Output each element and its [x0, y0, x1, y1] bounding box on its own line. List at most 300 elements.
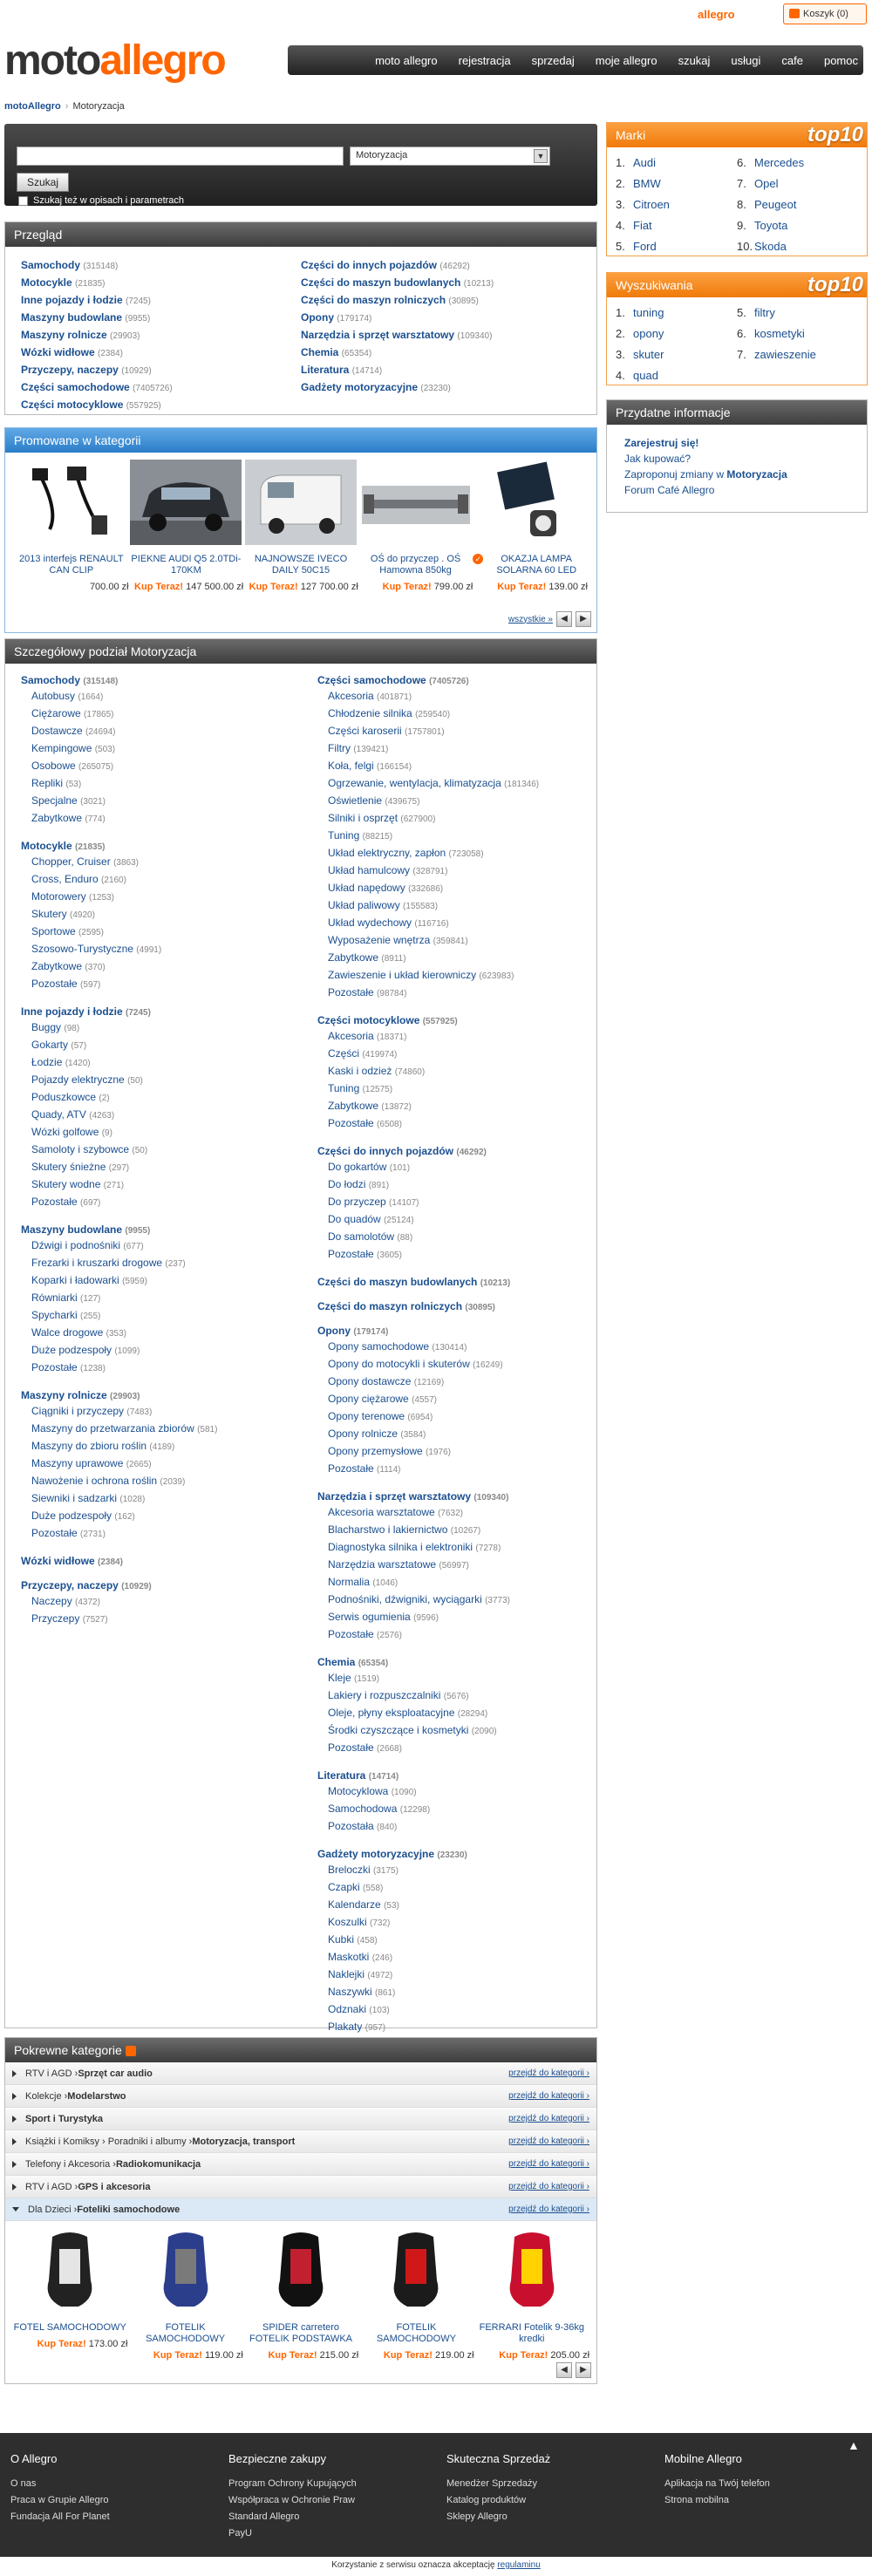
related-category-row[interactable]: Sport i Turystyka przejdź do kategorii › — [5, 2108, 596, 2130]
solar-lamp-image — [487, 460, 574, 545]
detail-subcategory[interactable]: Pozostała (840) — [328, 1820, 398, 1832]
side-list-item[interactable]: 6. Mercedes — [737, 156, 805, 169]
detail-subcategory[interactable]: Skutery wodne (271) — [31, 1178, 125, 1190]
detail-subcategory[interactable]: Duże podzespoły (1099) — [31, 1344, 140, 1356]
detail-group-link[interactable]: Gadżety motoryzacyjne — [317, 1848, 435, 1860]
detail-subcategory[interactable]: Frezarki i kruszarki drogowe (237) — [31, 1257, 186, 1269]
detail-subcategory[interactable]: Filtry (139421) — [328, 742, 389, 754]
related-item[interactable]: FOTELIK SAMOCHODOWY Kup Teraz! 119.00 zł — [127, 2228, 242, 2361]
expand-arrow-icon[interactable] — [12, 2184, 17, 2191]
detail-subcategory[interactable]: Do samolotów (88) — [328, 1230, 413, 1243]
detail-subcategory[interactable]: Duże podzespoły (162) — [31, 1509, 135, 1522]
footer-column: Mobilne Allegro Aplikacja na Twój telefon Strona mobilna — [664, 2450, 770, 2509]
promo-pager — [508, 611, 591, 627]
detail-group: Samochody (315148) Autobusy (1664) Ciężarowe (17865) Dostawcze (24694) Kempingowe (503) Osobowe (265075) Repliki (53) Specjalne (3021) Zabytkowe (774) — [21, 674, 309, 828]
detail-subcategory[interactable]: Blacharstwo i lakiernictwo (10267) — [328, 1523, 481, 1536]
detail-group-link[interactable]: Inne pojazdy i łodzie — [21, 1005, 123, 1018]
footer — [0, 2433, 872, 2557]
side-list-item[interactable]: 4. quad — [616, 369, 658, 382]
detail-subcategory[interactable]: Części karoserii (1757801) — [328, 725, 445, 737]
propose-changes-link[interactable]: Zaproponuj zmiany w Motoryzacja — [624, 468, 787, 480]
wyszukiwania-title: Wyszukiwania top10 — [607, 273, 867, 297]
detail-subcategory[interactable]: Oświetlenie (439675) — [328, 794, 420, 807]
detail-subcategory[interactable]: Akcesoria warsztatowe (7632) — [328, 1506, 463, 1518]
detail-subcategory[interactable]: Kempingowe (503) — [31, 742, 116, 754]
detail-subcategory[interactable]: Pozostałe (98784) — [328, 986, 407, 998]
overview-link[interactable]: Maszyny rolnicze — [21, 329, 107, 341]
detail-subcategory[interactable]: Zabytkowe (8911) — [328, 951, 406, 964]
overview-link[interactable]: Samochody — [21, 259, 81, 271]
overview-item: Części do innych pojazdów (46292) — [301, 259, 470, 271]
detail-subcategory[interactable]: Poduszkowce (2) — [31, 1091, 110, 1103]
detail-subcategory[interactable]: Lakiery i rozpuszczalniki (5676) — [328, 1689, 469, 1701]
go-to-category-link[interactable]: przejdź do kategorii › — [508, 2114, 589, 2123]
next-arrow-icon[interactable]: ▶ — [576, 2362, 591, 2378]
checkbox[interactable] — [18, 196, 28, 206]
detail-subcategory[interactable]: Samoloty i szybowce (50) — [31, 1143, 148, 1155]
detail-subcategory[interactable]: Układ napędowy (332686) — [328, 882, 444, 894]
detail-subcategory[interactable]: Pozostałe (1238) — [31, 1361, 106, 1373]
detail-subcategory[interactable]: Układ wydechowy (116716) — [328, 917, 449, 929]
related-item[interactable]: FOTELIK SAMOCHODOWY Kup Teraz! 219.00 zł — [358, 2228, 473, 2361]
detail-group-link[interactable]: Samochody — [21, 674, 81, 686]
overview-link[interactable]: Części do maszyn budowlanych — [301, 276, 461, 289]
detail-subcategory[interactable]: Wózki golfowe (9) — [31, 1126, 112, 1138]
detail-subcategory[interactable]: Nawożenie i ochrona roślin (2039) — [31, 1475, 186, 1487]
footer-link[interactable]: Strona mobilna — [664, 2495, 729, 2505]
detail-subcategory[interactable]: Spycharki (255) — [31, 1309, 101, 1321]
how-to-buy-link[interactable]: Jak kupować? — [624, 453, 691, 465]
detail-subcategory[interactable]: Dźwigi i podnośniki (677) — [31, 1239, 144, 1251]
side-list-item[interactable]: 3. Citroen — [616, 198, 670, 211]
prev-arrow-icon[interactable]: ◀ — [556, 2362, 572, 2378]
detail-subcategory[interactable]: Kaski i odzież (74860) — [328, 1065, 426, 1077]
promo-item[interactable]: PIEKNE AUDI Q5 2.0TDi-170KM Kup Teraz! 147 500.00 zł — [129, 460, 244, 593]
detail-subcategory[interactable]: Motocyklowa (1090) — [328, 1785, 417, 1797]
prev-arrow-icon[interactable]: ◀ — [556, 611, 572, 627]
detail-group-link[interactable]: Opony — [317, 1325, 351, 1337]
detail-group-link[interactable]: Wózki widłowe — [21, 1555, 95, 1567]
detail-subcategory[interactable]: Pozostałe (2668) — [328, 1741, 402, 1754]
detail-subcategory[interactable]: Opony przemysłowe (1976) — [328, 1445, 451, 1457]
related-category-row[interactable]: Książki i Komiksy › Poradniki i albumy › Motoryzacja, transport przejdź do kategorii › — [5, 2130, 596, 2153]
nav-moje-allegro[interactable]: moje allegro — [595, 53, 657, 67]
detail-subcategory[interactable]: Przyczepy (7527) — [31, 1612, 108, 1625]
overview-item: Maszyny rolnicze (29903) — [21, 329, 140, 341]
detail-group: Inne pojazdy i łodzie (7245) Buggy (98) Gokarty (57) Łodzie (1420) Pojazdy elektryczne (50) Poduszkowce (2) Quady, ATV (4263) Wózki golfowe (9) Samoloty i szybowce (50) Skutery śnieżne (297) Skutery wodne (271) Pozostałe (697) — [21, 1005, 309, 1211]
detail-subcategory[interactable]: Diagnostyka silnika i elektroniki (7278) — [328, 1541, 501, 1553]
detail-group: Motocykle (21835) Chopper, Cruiser (3863) Cross, Enduro (2160) Motorowery (1253) Skutery (4920) Sportowe (2595) Szosowo-Turystyczne (4991) Zabytkowe (370) Pozostałe (597) — [21, 840, 309, 993]
breadcrumb-home[interactable]: motoAllegro — [4, 101, 61, 112]
detail-group-link[interactable]: Narzędzia i sprzęt warsztatowy — [317, 1490, 472, 1503]
side-list-item — [737, 365, 858, 386]
detail-subcategory[interactable]: Opony dostawcze (12169) — [328, 1375, 445, 1387]
detail-subcategory[interactable]: Siewniki i sadzarki (1028) — [31, 1492, 146, 1504]
detail-subcategory[interactable]: Breloczki (3175) — [328, 1864, 399, 1876]
detail-subcategory[interactable]: Pozostałe (6508) — [328, 1117, 402, 1129]
register-link[interactable]: Zarejestruj się! — [624, 437, 699, 449]
detail-subcategory[interactable]: Walce drogowe (353) — [31, 1326, 126, 1339]
detail-panel — [4, 638, 597, 2033]
detail-subcategory[interactable]: Zawieszenie i układ kierowniczy (623983) — [328, 969, 514, 981]
detail-subcategory[interactable]: Pozostałe (697) — [31, 1196, 101, 1208]
detail-group-link[interactable]: Literatura — [317, 1769, 366, 1782]
overview-item: Przyczepy, naczepy (10929) — [21, 364, 152, 376]
overview-link[interactable]: Opony — [301, 311, 334, 324]
detail-subcategory[interactable]: Równiarki (127) — [31, 1291, 101, 1304]
footer-link[interactable]: Fundacja All For Planet — [10, 2511, 110, 2522]
detail-subcategory[interactable]: Narzędzia warsztatowe (56997) — [328, 1558, 469, 1571]
side-list-item[interactable]: 2. opony — [616, 327, 664, 340]
side-list-item[interactable]: 7. Opel — [737, 177, 779, 190]
overview-panel — [4, 221, 597, 415]
car-seat-image — [133, 2228, 238, 2314]
detail-subcategory[interactable]: Opony samochodowe (130414) — [328, 1340, 467, 1353]
detail-subcategory[interactable]: Koszulki (732) — [328, 1916, 391, 1928]
footer-link[interactable]: Katalog produktów — [446, 2495, 527, 2505]
chevron-down-icon: ▼ — [534, 149, 548, 163]
detail-subcategory[interactable]: Pozostałe (1114) — [328, 1462, 401, 1475]
promo-items — [5, 453, 596, 593]
detail-subcategory[interactable]: Opony rolnicze (3584) — [328, 1428, 426, 1440]
detail-subcategory[interactable]: Dostawcze (24694) — [31, 725, 116, 737]
overview-link[interactable]: Motocykle — [21, 276, 72, 289]
marki-panel — [606, 122, 868, 256]
detail-subcategory[interactable]: Ogrzewanie, wentylacja, klimatyzacja (181346) — [328, 777, 540, 789]
detail-group-link[interactable]: Motocykle — [21, 840, 72, 852]
detail-subcategory[interactable]: Koła, felgi (166154) — [328, 760, 412, 772]
nav-cafe[interactable]: cafe — [781, 53, 803, 67]
top-bar — [0, 0, 872, 35]
scroll-top-icon[interactable]: ▲ — [848, 2438, 860, 2452]
overview-link[interactable]: Części motocyklowe — [21, 399, 124, 411]
forum-link[interactable]: Forum Café Allegro — [624, 484, 715, 496]
detail-subcategory[interactable]: Części (419974) — [328, 1047, 398, 1060]
detail-subcategory[interactable]: Osobowe (265075) — [31, 760, 114, 772]
promo-item[interactable]: ✓ OKAZJA LAMPA SOLARNA 60 LED Kup Teraz! 139.00 zł — [473, 460, 588, 593]
car-seat-image — [480, 2228, 584, 2314]
detail-subcategory[interactable]: Naszywki (861) — [328, 1986, 396, 1998]
footer-column: Bezpieczne zakupy Program Ochrony Kupujących Współpraca w Ochronie Praw Standard Allegro PayU — [228, 2450, 357, 2542]
detail-subcategory[interactable]: Motorowery (1253) — [31, 890, 114, 903]
detail-subcategory[interactable]: Podnośniki, dźwigniki, wyciągarki (3773) — [328, 1593, 510, 1605]
side-list-item[interactable]: 10. Skoda — [737, 240, 787, 253]
related-category-row[interactable]: Dla Dzieci › Foteliki samochodowe przejdź do kategorii › — [5, 2198, 596, 2221]
detail-subcategory[interactable]: Do łodzi (891) — [328, 1178, 390, 1190]
detail-group: Części do innych pojazdów (46292) Do gokartów (101) Do łodzi (891) Do przyczep (14107) Do quadów (25124) Do samolotów (88) Pozostałe (3605) — [317, 1145, 596, 1264]
search-box — [4, 124, 597, 206]
overview-link[interactable]: Maszyny budowlane — [21, 311, 123, 324]
detail-group-link[interactable]: Części do innych pojazdów — [317, 1145, 454, 1157]
marki-list — [607, 147, 867, 262]
promo-item[interactable]: OŚ do przyczep . OŚ Hamowna 850kg Kup Teraz! 799.00 zł — [358, 460, 473, 593]
expand-arrow-icon[interactable] — [12, 2116, 17, 2123]
side-list-item[interactable]: 1. Audi — [616, 156, 657, 169]
terms-link[interactable]: regulaminu — [497, 2560, 541, 2570]
detail-subcategory[interactable]: Naczepy (4372) — [31, 1595, 100, 1607]
detail-subcategory[interactable]: Oleje, płyny eksploatacyjne (28294) — [328, 1707, 488, 1719]
footer-note: Korzystanie z serwisu oznacza akceptację regulaminu — [331, 2560, 541, 2570]
side-list-item[interactable]: 4. Fiat — [616, 219, 652, 232]
detail-subcategory[interactable]: Zabytkowe (774) — [31, 812, 106, 824]
side-list-item[interactable]: 7. zawieszenie — [737, 348, 816, 361]
top10-badge: top10 — [807, 123, 863, 147]
detail-subcategory[interactable]: Wyposażenie wnętrza (359841) — [328, 934, 468, 946]
detail-group: Narzędzia i sprzęt warsztatowy (109340) Akcesoria warsztatowe (7632) Blacharstwo i lakiernictwo (10267) Diagnostyka silnika i elektroniki (7278) Narzędzia warsztatowe (56997) Normalia (1046) Podnośniki, dźwigniki, wyciągarki (3773) Serwis ogumienia (9596) Pozostałe (2576) — [317, 1490, 596, 1644]
detail-group: Części do maszyn budowlanych (10213) — [317, 1276, 511, 1288]
nav-szukaj[interactable]: szukaj — [678, 53, 711, 67]
detail-group: Maszyny rolnicze (29903) Ciągniki i przyczepy (7483) Maszyny do przetwarzania zbiorów (581) Maszyny do zbioru roślin (4189) Maszyny uprawowe (2665) Nawożenie i ochrona roślin (2039) Siewniki i sadzarki (1028) Duże podzespoły (162) Pozostałe (2731) — [21, 1389, 309, 1543]
detail-subcategory[interactable]: Środki czyszczące i kosmetyki (2090) — [328, 1724, 497, 1736]
next-arrow-icon[interactable]: ▶ — [576, 611, 591, 627]
allegro-home-link[interactable]: allegro — [698, 8, 735, 21]
detail-subcategory[interactable]: Układ elektryczny, zapłon (723058) — [328, 847, 484, 859]
detail-subcategory[interactable]: Naklejki (4972) — [328, 1968, 393, 1980]
detail-subcategory[interactable]: Kleje (1519) — [328, 1672, 379, 1684]
detail-subcategory[interactable]: Zabytkowe (13872) — [328, 1100, 412, 1112]
detail-group: Opony (179174) Opony samochodowe (130414) Opony do motocykli i skuterów (16249) Opony dostawcze (12169) Opony ciężarowe (4557) Opony terenowe (6954) Opony rolnicze (3584) Opony przemysłowe (1976) Pozostałe (1114) — [317, 1325, 596, 1478]
related-panel — [4, 2037, 597, 2384]
expand-arrow-icon[interactable] — [12, 2161, 17, 2168]
related-title: Pokrewne kategorie — [5, 2038, 596, 2062]
detail-subcategory[interactable]: Specjalne (3021) — [31, 794, 106, 807]
car-seat-image — [364, 2228, 468, 2314]
search-category-select[interactable]: Motoryzacja ▼ — [350, 147, 550, 166]
overview-link[interactable]: Literatura — [301, 364, 350, 376]
promo-item[interactable]: 2013 interfejs RENAULT CAN CLIP 700.00 zł — [14, 460, 129, 593]
detail-subcategory[interactable]: Pozostałe (2576) — [328, 1628, 402, 1640]
side-list-item[interactable]: 2. BMW — [616, 177, 661, 190]
detail-subcategory[interactable]: Ciężarowe (17865) — [31, 707, 114, 719]
expand-arrow-icon[interactable] — [12, 2070, 17, 2077]
overview-item: Literatura (14714) — [301, 364, 383, 376]
detail-subcategory[interactable]: Maszyny uprawowe (2665) — [31, 1457, 152, 1469]
detail-subcategory[interactable]: Akcesoria (18371) — [328, 1030, 407, 1042]
detail-subcategory[interactable]: Plakaty (957) — [328, 2021, 386, 2033]
detail-subcategory[interactable]: Pozostałe (2731) — [31, 1527, 106, 1539]
detail-subcategory[interactable]: Układ paliwowy (155583) — [328, 899, 439, 911]
expand-arrow-icon[interactable] — [12, 2138, 17, 2145]
cart-button[interactable]: Koszyk (0) — [783, 3, 867, 24]
detail-subcategory[interactable]: Repliki (53) — [31, 777, 82, 789]
go-to-category-link[interactable]: przejdź do kategorii › — [508, 2091, 589, 2101]
related-items — [5, 2221, 596, 2361]
nav-pomoc[interactable]: pomoc — [823, 53, 858, 67]
go-to-category-link[interactable]: przejdź do kategorii › — [508, 2182, 589, 2191]
promo-item[interactable]: NAJNOWSZE IVECO DAILY 50C15 Kup Teraz! 127 700.00 zł — [243, 460, 358, 593]
overview-left-list — [21, 257, 301, 414]
detail-subcategory[interactable]: Tuning (12575) — [328, 1082, 393, 1094]
detail-group-link[interactable]: Przyczepy, naczepy — [21, 1579, 119, 1591]
detail-group-link[interactable]: Części samochodowe — [317, 674, 426, 686]
detail-title: Szczegółowy podział Motoryzacja — [5, 639, 596, 664]
detail-subcategory[interactable]: Normalia (1046) — [328, 1576, 399, 1588]
detail-group-link[interactable]: Części do maszyn rolniczych — [317, 1300, 463, 1312]
detail-group-link[interactable]: Chemia — [317, 1656, 356, 1668]
logo[interactable]: motoallegro — [4, 37, 225, 84]
overview-link[interactable]: Gadżety motoryzacyjne — [301, 381, 419, 393]
expand-arrow-icon[interactable] — [12, 2093, 17, 2100]
footer-link[interactable]: Praca w Grupie Allegro — [10, 2495, 109, 2505]
detail-subcategory[interactable]: Gokarty (57) — [31, 1039, 87, 1051]
nav-sprzedaj[interactable]: sprzedaj — [531, 53, 575, 67]
cart-icon — [789, 9, 800, 18]
detail-subcategory[interactable]: Pojazdy elektryczne (50) — [31, 1073, 143, 1086]
detail-subcategory[interactable]: Do przyczep (14107) — [328, 1196, 419, 1208]
detail-group: Chemia (65354) Kleje (1519) Lakiery i rozpuszczalniki (5676) Oleje, płyny eksploatacyjne (28294) Środki czyszczące i kosmetyki (2090) Pozostałe (2668) — [317, 1656, 596, 1757]
side-list-item[interactable]: 5. filtry — [737, 306, 775, 319]
overview-right-list — [301, 257, 581, 414]
overview-item: Maszyny budowlane (9955) — [21, 311, 151, 324]
detail-subcategory[interactable]: Opony terenowe (6954) — [328, 1410, 433, 1422]
detail-subcategory[interactable]: Zabytkowe (370) — [31, 960, 106, 972]
detail-subcategory[interactable]: Czapki (558) — [328, 1881, 384, 1893]
related-item[interactable]: FERRARI Fotelik 9-36kg kredki Kup Teraz! 205.00 zł — [474, 2228, 589, 2361]
overview-item: Inne pojazdy i łodzie (7245) — [21, 294, 151, 306]
footer-link[interactable]: Sklepy Allegro — [446, 2511, 508, 2522]
related-item[interactable]: SPIDER carretero FOTELIK PODSTAWKA Kup Teraz! 215.00 zł — [243, 2228, 358, 2361]
go-to-category-link[interactable]: przejdź do kategorii › — [508, 2159, 589, 2169]
related-item[interactable]: FOTEL SAMOCHODOWY Kup Teraz! 173.00 zł — [12, 2228, 127, 2361]
detail-group: Maszyny budowlane (9955) Dźwigi i podnośniki (677) Frezarki i kruszarki drogowe (237) Koparki i ładowarki (5959) Równiarki (127) Spycharki (255) Walce drogowe (353) Duże podzespoły (1099) Pozostałe (1238) — [21, 1223, 309, 1377]
overview-link[interactable]: Części do maszyn rolniczych — [301, 294, 446, 306]
car-seat-image — [249, 2228, 353, 2314]
overview-link[interactable]: Narzędzia i sprzęt warsztatowy — [301, 329, 455, 341]
related-category-row[interactable]: Kolekcje › Modelarstwo przejdź do kategorii › — [5, 2085, 596, 2108]
overview-link[interactable]: Przyczepy, naczepy — [21, 364, 119, 376]
detail-subcategory[interactable]: Buggy (98) — [31, 1021, 80, 1033]
overview-link[interactable]: Wózki widłowe — [21, 346, 95, 358]
side-list-item[interactable]: 9. Toyota — [737, 219, 788, 232]
main-nav — [288, 45, 863, 75]
go-to-category-link[interactable]: przejdź do kategorii › — [508, 2068, 589, 2078]
car-seat-image — [17, 2228, 122, 2314]
go-to-category-link[interactable]: przejdź do kategorii › — [508, 2205, 589, 2214]
breadcrumb: motoAllegro › Motoryzacja — [4, 101, 125, 112]
detail-subcategory[interactable]: Łodzie (1420) — [31, 1056, 91, 1068]
footer-link[interactable]: Aplikacja na Twój telefon — [664, 2478, 770, 2489]
detail-group-link[interactable]: Części motocyklowe — [317, 1014, 420, 1026]
side-list-item[interactable]: 8. Peugeot — [737, 198, 797, 211]
footer-link[interactable]: Menedżer Sprzedaży — [446, 2478, 537, 2489]
detail-subcategory[interactable]: Serwis ogumienia (9596) — [328, 1611, 439, 1623]
promo-all-link[interactable]: wszystkie » — [508, 614, 553, 624]
footer-link[interactable]: Współpraca w Ochronie Praw — [228, 2495, 355, 2505]
go-to-category-link[interactable]: przejdź do kategorii › — [508, 2136, 589, 2146]
detail-subcategory[interactable]: Samochodowa (12298) — [328, 1803, 431, 1815]
overview-link[interactable]: Chemia — [301, 346, 339, 358]
detail-subcategory[interactable]: Maskotki (246) — [328, 1951, 393, 1963]
detail-subcategory[interactable]: Pozostałe (3605) — [328, 1248, 402, 1260]
detail-subcategory[interactable]: Opony do motocykli i skuterów (16249) — [328, 1358, 503, 1370]
overview-item: Gadżety motoryzacyjne (23230) — [301, 381, 451, 393]
detail-subcategory[interactable]: Maszyny do zbioru roślin (4189) — [31, 1440, 175, 1452]
search-input[interactable] — [17, 147, 344, 166]
detail-subcategory[interactable]: Do quadów (25124) — [328, 1213, 414, 1225]
detail-group-link[interactable]: Maszyny rolnicze — [21, 1389, 107, 1401]
detail-subcategory[interactable]: Szosowo-Turystyczne (4991) — [31, 943, 162, 955]
overview-link[interactable]: Inne pojazdy i łodzie — [21, 294, 123, 306]
footer-link[interactable]: Program Ochrony Kupujących — [228, 2478, 357, 2489]
detail-group: Literatura (14714) Motocyklowa (1090) Samochodowa (12298) Pozostała (840) — [317, 1769, 596, 1836]
footer-link[interactable]: PayU — [228, 2528, 252, 2539]
info-title: Przydatne informacje — [607, 400, 867, 425]
detail-left-column — [21, 674, 309, 1640]
search-descriptions-checkbox[interactable]: Szukaj też w opisach i parametrach — [18, 195, 184, 206]
detail-subcategory[interactable]: Odznaki (103) — [328, 2003, 390, 2015]
detail-subcategory[interactable]: Kubki (458) — [328, 1933, 378, 1946]
detail-subcategory[interactable]: Sportowe (2595) — [31, 925, 104, 937]
side-list-item[interactable]: 1. tuning — [616, 306, 664, 319]
detail-subcategory[interactable]: Pozostałe (597) — [31, 978, 101, 990]
related-category-row[interactable]: RTV i AGD › GPS i akcesoria przejdź do kategorii › — [5, 2176, 596, 2198]
expand-arrow-icon[interactable] — [12, 2207, 19, 2211]
footer-column: Skuteczna Sprzedaż Menedżer Sprzedaży Katalog produktów Sklepy Allegro — [446, 2450, 550, 2525]
rss-icon[interactable] — [126, 2046, 136, 2056]
detail-subcategory[interactable]: Skutery śnieżne (297) — [31, 1161, 130, 1173]
detail-subcategory[interactable]: Maszyny do przetwarzania zbiorów (581) — [31, 1422, 218, 1435]
detail-group-link[interactable]: Części do maszyn budowlanych — [317, 1276, 478, 1288]
overview-link[interactable]: Części samochodowe — [21, 381, 130, 393]
detail-subcategory[interactable]: Cross, Enduro (2160) — [31, 873, 126, 885]
detail-subcategory[interactable]: Chopper, Cruiser (3863) — [31, 855, 139, 868]
info-panel — [606, 399, 868, 513]
detail-subcategory[interactable]: Do gokartów (101) — [328, 1161, 411, 1173]
detail-subcategory[interactable]: Silniki i osprzęt (627900) — [328, 812, 436, 824]
overview-item: Wózki widłowe (2384) — [21, 346, 123, 358]
footer-link[interactable]: Standard Allegro — [228, 2511, 300, 2522]
overview-item: Części do maszyn rolniczych (30895) — [301, 294, 479, 306]
detail-group: Przyczepy, naczepy (10929) Naczepy (4372) Przyczepy (7527) — [21, 1579, 309, 1628]
check-icon: ✓ — [473, 554, 483, 564]
related-category-row[interactable]: Telefony i Akcesoria › Radiokomunikacja przejdź do kategorii › — [5, 2153, 596, 2176]
footer-link[interactable]: O nas — [10, 2478, 37, 2489]
promo-panel — [4, 427, 597, 633]
overview-link[interactable]: Części do innych pojazdów — [301, 259, 438, 271]
detail-subcategory[interactable]: Układ hamulcowy (328791) — [328, 864, 448, 876]
detail-subcategory[interactable]: Skutery (4920) — [31, 908, 95, 920]
overview-item: Części motocyklowe (557925) — [21, 399, 161, 411]
detail-subcategory[interactable]: Tuning (88215) — [328, 829, 393, 842]
nav-moto-allegro[interactable]: moto allegro — [375, 53, 438, 67]
trailer-axle-image — [360, 460, 472, 545]
footer-column: O Allegro O nas Praca w Grupie Allegro Fundacja All For Planet — [10, 2450, 110, 2525]
side-list-item[interactable]: 6. kosmetyki — [737, 327, 805, 340]
search-button[interactable]: Szukaj — [17, 173, 69, 192]
audi-car-image — [130, 460, 242, 545]
detail-subcategory[interactable]: Chłodzenie silnika (259540) — [328, 707, 451, 719]
detail-subcategory[interactable]: Ciągniki i przyczepy (7483) — [31, 1405, 153, 1417]
detail-subcategory[interactable]: Autobusy (1664) — [31, 690, 104, 702]
detail-subcategory[interactable]: Opony ciężarowe (4557) — [328, 1393, 437, 1405]
related-category-row[interactable]: RTV i AGD › Sprzęt car audio przejdź do kategorii › — [5, 2062, 596, 2085]
detail-group-link[interactable]: Maszyny budowlane — [21, 1223, 123, 1236]
detail-subcategory[interactable]: Akcesoria (401871) — [328, 690, 412, 702]
detail-group: Części samochodowe (7405726) Akcesoria (401871) Chłodzenie silnika (259540) Części karoserii (1757801) Filtry (139421) Koła, felgi (166154) Ogrzewanie, wentylacja, klimatyzacja (181346) Oświetlenie (439675) Silniki i osprzęt (627900) Tuning (88215) Układ elektryczny, zapłon (723058) Układ hamulcowy (328791) Układ napędowy (332686) Układ paliwowy (155583) Układ wydechowy (116716) Wyposażenie wnętrza (359841) Zabytkowe (8911) Zawieszenie i układ kierowniczy (623983) Pozostałe (98784) — [317, 674, 596, 1002]
side-list-item[interactable]: 3. skuter — [616, 348, 664, 361]
nav-uslugi[interactable]: usługi — [731, 53, 761, 67]
overview-item: Części samochodowe (7405726) — [21, 381, 173, 393]
detail-subcategory[interactable]: Koparki i ładowarki (5959) — [31, 1274, 147, 1286]
promo-title: Promowane w kategorii — [5, 428, 596, 453]
detail-subcategory[interactable]: Quady, ATV (4263) — [31, 1108, 115, 1121]
side-list-item[interactable]: 5. Ford — [616, 240, 657, 253]
wyszukiwania-panel — [606, 272, 868, 385]
detail-subcategory[interactable]: Kalendarze (53) — [328, 1898, 399, 1911]
related-pager — [553, 2362, 591, 2378]
overview-item: Motocykle (21835) — [21, 276, 106, 289]
nav-rejestracja[interactable]: rejestracja — [458, 53, 511, 67]
